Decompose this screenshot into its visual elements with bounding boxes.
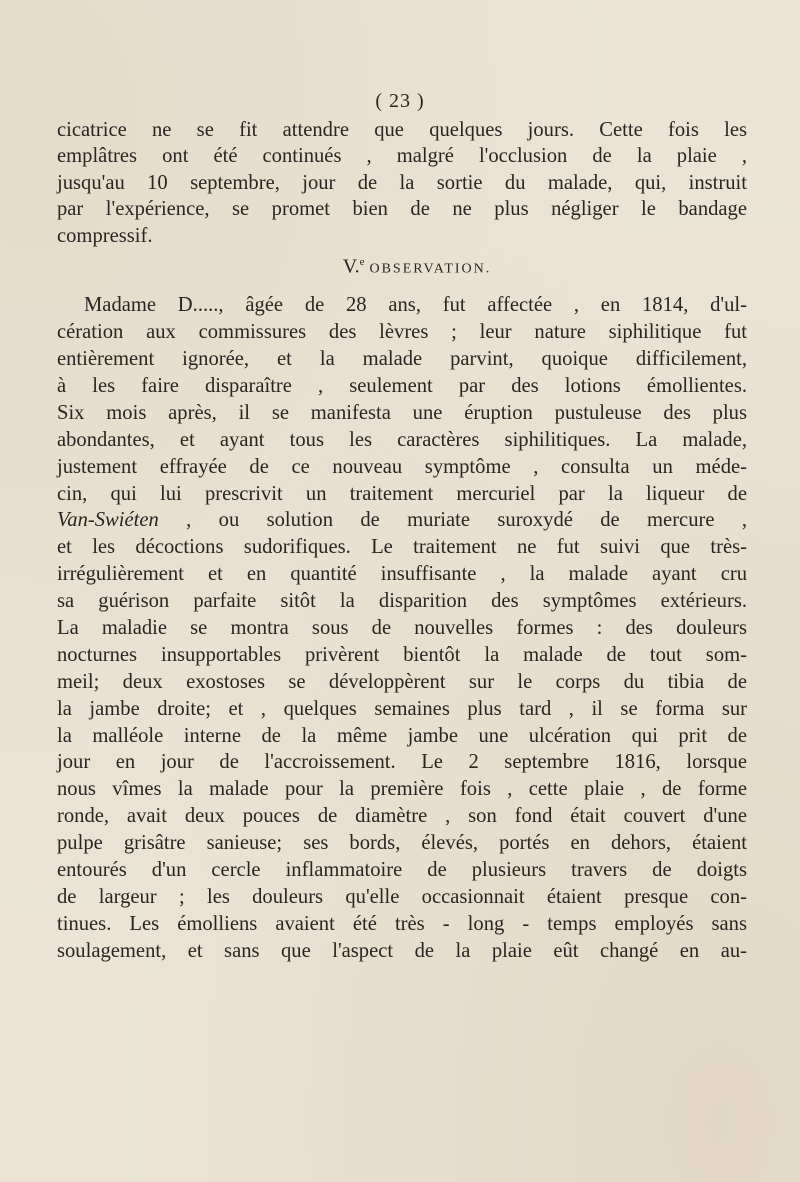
text-line: irrégulièrement et en quantité insuffisante , la malade ayant cru — [57, 563, 747, 586]
text-line: la jambe droite; et , quelques semaines plus tard , il se forma sur — [57, 697, 747, 720]
text-line: Madame D....., âgée de 28 ans, fut affectée , en 1814, d'ul- — [84, 294, 747, 317]
paragraph-2 — [57, 292, 747, 964]
text-line: de largeur ; les douleurs qu'elle occasionnait étaient presque con- — [57, 885, 747, 908]
text-line: la malléole interne de la même jambe une ulcération qui prit de — [57, 724, 747, 747]
text-line: soulagement, et sans que l'aspect de la plaie eût changé en au- — [57, 939, 747, 962]
text-line: sa guérison parfaite sitôt la disparition des symptômes extérieurs. — [57, 590, 747, 613]
text-line: meil; deux exostoses se développèrent sur le corps du tibia de — [57, 670, 747, 693]
section-heading — [57, 249, 747, 278]
text-line: à les faire disparaître , seulement par des lotions émollientes. — [57, 375, 747, 398]
heading-numeral: V. — [342, 255, 360, 278]
text-line: pulpe grisâtre sanieuse; ses bords, élevés, portés en dehors, étaient — [57, 832, 747, 855]
text-line: Six mois après, il se manifesta une éruption pustuleuse des plus — [57, 401, 747, 424]
text-line: cération aux commissures des lèvres ; leur nature siphilitique fut — [57, 321, 747, 344]
text-line: emplâtres ont été continués , malgré l'occlusion de la plaie , — [57, 145, 747, 168]
text-line: nous vîmes la malade pour la première fois , cette plaie , de forme — [57, 778, 747, 801]
text-line: La maladie se montra sous de nouvelles formes : des douleurs — [57, 617, 747, 640]
text-line: jusqu'au 10 septembre, jour de la sortie du malade, qui, instruit — [57, 171, 747, 194]
text-line: compressif. — [57, 224, 153, 247]
text-line: justement effrayée de ce nouveau symptôme , consulta un méde- — [57, 455, 747, 478]
paragraph-1 — [57, 117, 747, 249]
text-line: cicatrice ne se fit attendre que quelques jours. Cette fois les — [57, 119, 747, 141]
text-line: cin, qui lui prescrivit un traitement mercuriel par la liqueur de — [57, 482, 747, 505]
heading-label: OBSERVATION. — [369, 261, 492, 277]
text-line: abondantes, et ayant tous les caractères siphilitiques. La malade, — [57, 428, 747, 451]
heading-superscript: e — [359, 255, 365, 268]
text-line: jour en jour de l'accroissement. Le 2 septembre 1816, lorsque — [57, 751, 747, 774]
text-line: tinues. Les émolliens avaient été très - long - temps employés sans — [57, 912, 747, 935]
text-line: Van-Swiéten , ou solution de muriate suroxydé de mercure , — [57, 509, 747, 532]
text-line: nocturnes insupportables privèrent bientôt la malade de tout som- — [57, 643, 747, 666]
text-block — [57, 117, 747, 965]
italic-name: Van-Swiéten — [57, 509, 159, 532]
text-line: ronde, avait deux pouces de diamètre , son fond était couvert d'une — [57, 805, 747, 828]
text-line: par l'expérience, se promet bien de ne plus négliger le bandage — [57, 198, 747, 221]
text-line: entourés d'un cercle inflammatoire de plusieurs travers de doigts — [57, 859, 747, 882]
text-line: et les décoctions sudorifiques. Le traitement ne fut suivi que très- — [57, 536, 747, 559]
page-number: ( 23 ) — [375, 90, 425, 112]
text-line: entièrement ignorée, et la malade parvint, quoique difficilement, — [57, 348, 747, 371]
